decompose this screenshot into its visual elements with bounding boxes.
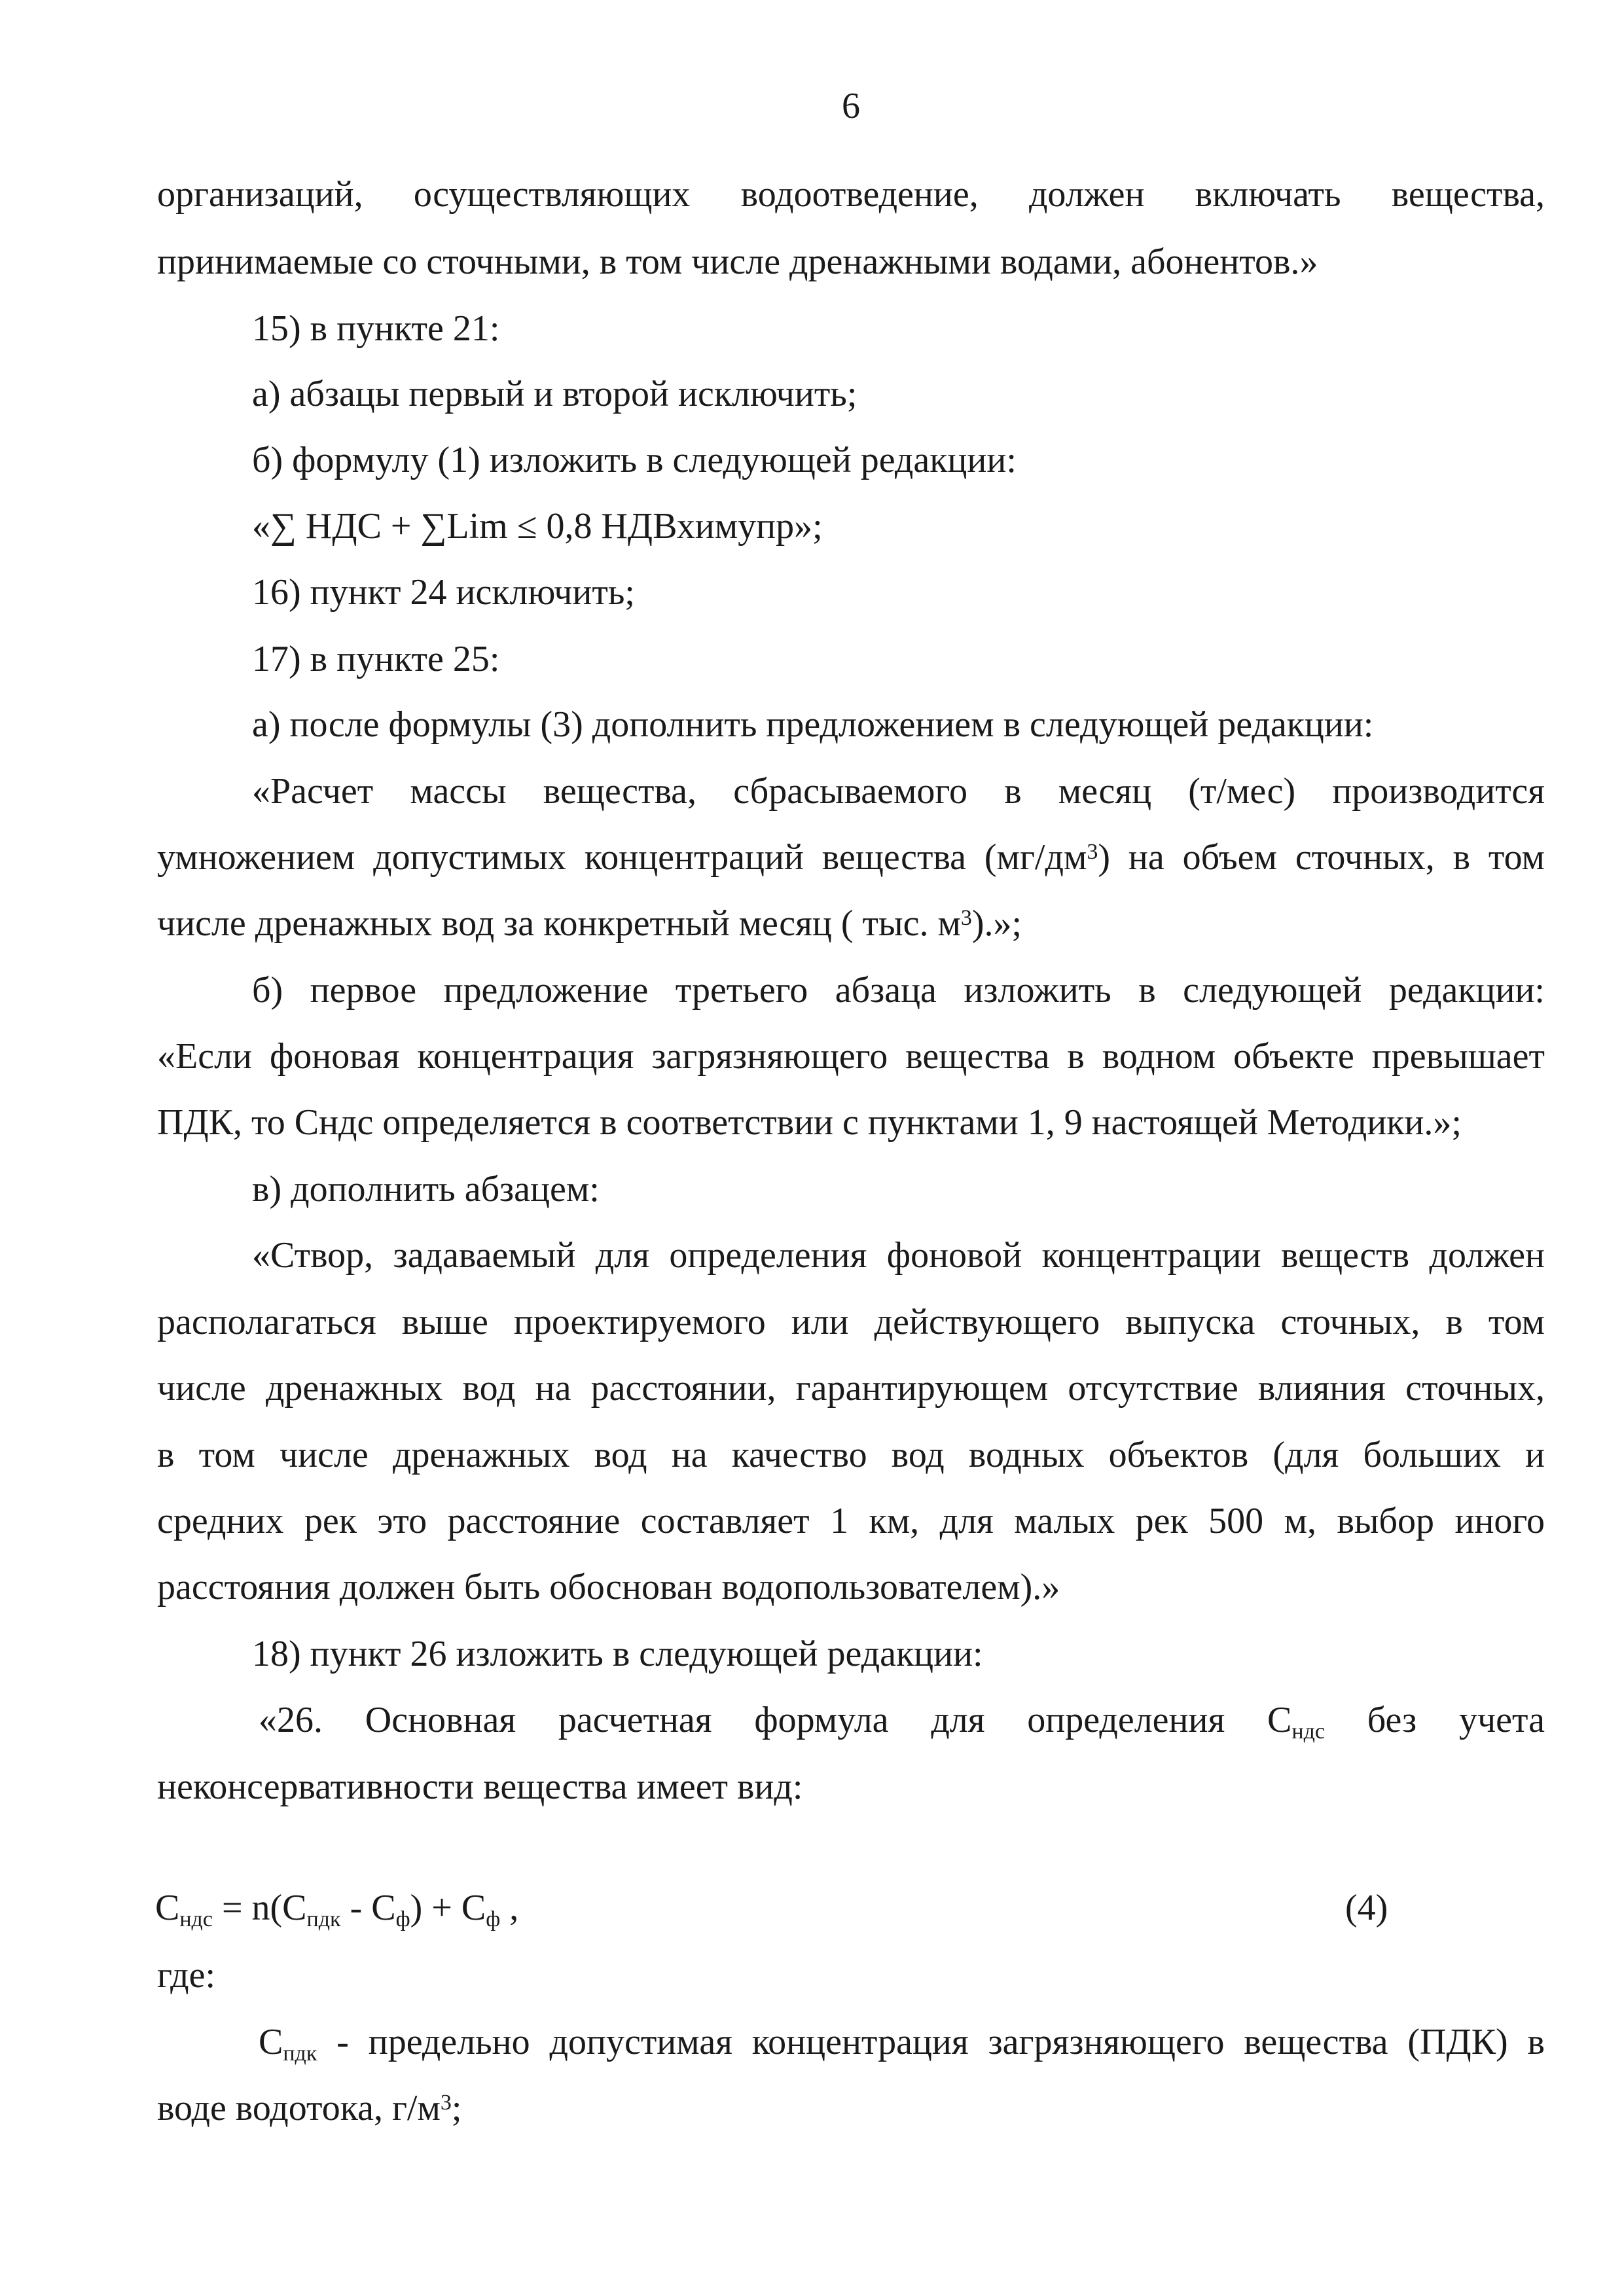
quote-line-5: ПДК, то Сндс определяется в соответствии с пунктами 1, 9 настоящей Методики.»; [157, 1102, 1462, 1143]
quote-line-6: «Створ, задаваемый для определения фоновой концентрации веществ должен [252, 1235, 1545, 1276]
formula-number: (4) [1345, 1888, 1388, 1928]
quote-line-3: числе дренажных вод за конкретный месяц ( тыс. $м^3$).»; [157, 903, 1022, 944]
quote-line-8: числе дренажных вод на расстоянии, гарантирующем отсутствие влияния сточных, [157, 1368, 1545, 1408]
item-15b: б) формулу (1) изложить в следующей редакции: [252, 440, 1017, 480]
formula-4: $С_{ндс} = n(С_{пдк} - С_ф) + С_ф$ , [155, 1888, 519, 1931]
item-17a: а) после формулы (3) дополнить предложением в следующей редакции: [252, 704, 1374, 745]
quote-line-2: умножением допустимых концентраций вещества $(мг/дм^3)$ на объем сточных, в том [157, 837, 1545, 878]
quote-line-7: располагаться выше проектируемого или действующего выпуска сточных, в том [157, 1302, 1545, 1342]
definition-line-1: $С_{пдк}$ - предельно допустимая концентрация загрязняющего вещества (ПДК) в [259, 2022, 1545, 2066]
item-17b: б) первое предложение третьего абзаца изложить в следующей редакции: [252, 970, 1545, 1011]
item-18: 18) пункт 26 изложить в следующей редакции: [252, 1634, 983, 1674]
item-15: 15) в пункте 21: [252, 308, 500, 349]
quote-line-11: расстояния должен быть обоснован водопользователем).» [157, 1567, 1060, 1607]
item-15a: а) абзацы первый и второй исключить; [252, 374, 857, 414]
text-line-1: организаций, осуществляющих водоотведение, должен включать вещества, [157, 174, 1545, 215]
formula-1: «∑ НДС + ∑Lim ≤ 0,8 НДВхимупр»; [252, 506, 823, 547]
quote-line-9: в том числе дренажных вод на качество вод водных объектов (для больших и [157, 1435, 1545, 1475]
item-16: 16) пункт 24 исключить; [252, 572, 635, 613]
definition-line-2: воде водотока, $г/м^3$; [157, 2088, 462, 2128]
item-17: 17) в пункте 25: [252, 639, 500, 679]
quote-line-12: «26. Основная расчетная формула для определения $С_{ндс}$ без учета [259, 1700, 1545, 1744]
page-number: 6 [842, 86, 860, 126]
item-17v: в) дополнить абзацем: [252, 1169, 600, 1210]
quote-line-10: средних рек это расстояние составляет 1 км, для малых рек 500 м, выбор иного [157, 1501, 1545, 1541]
quote-line-1: «Расчет массы вещества, сбрасываемого в месяц (т/мес) производится [252, 771, 1545, 812]
quote-line-13: неконсервативности вещества имеет вид: [157, 1767, 803, 1807]
where-label: где: [157, 1955, 216, 1996]
quote-line-4: «Если фоновая концентрация загрязняющего вещества в водном объекте превышает [157, 1036, 1545, 1077]
text-line-2: принимаемые со сточными, в том числе дренажными водами, абонентов.» [157, 242, 1318, 282]
